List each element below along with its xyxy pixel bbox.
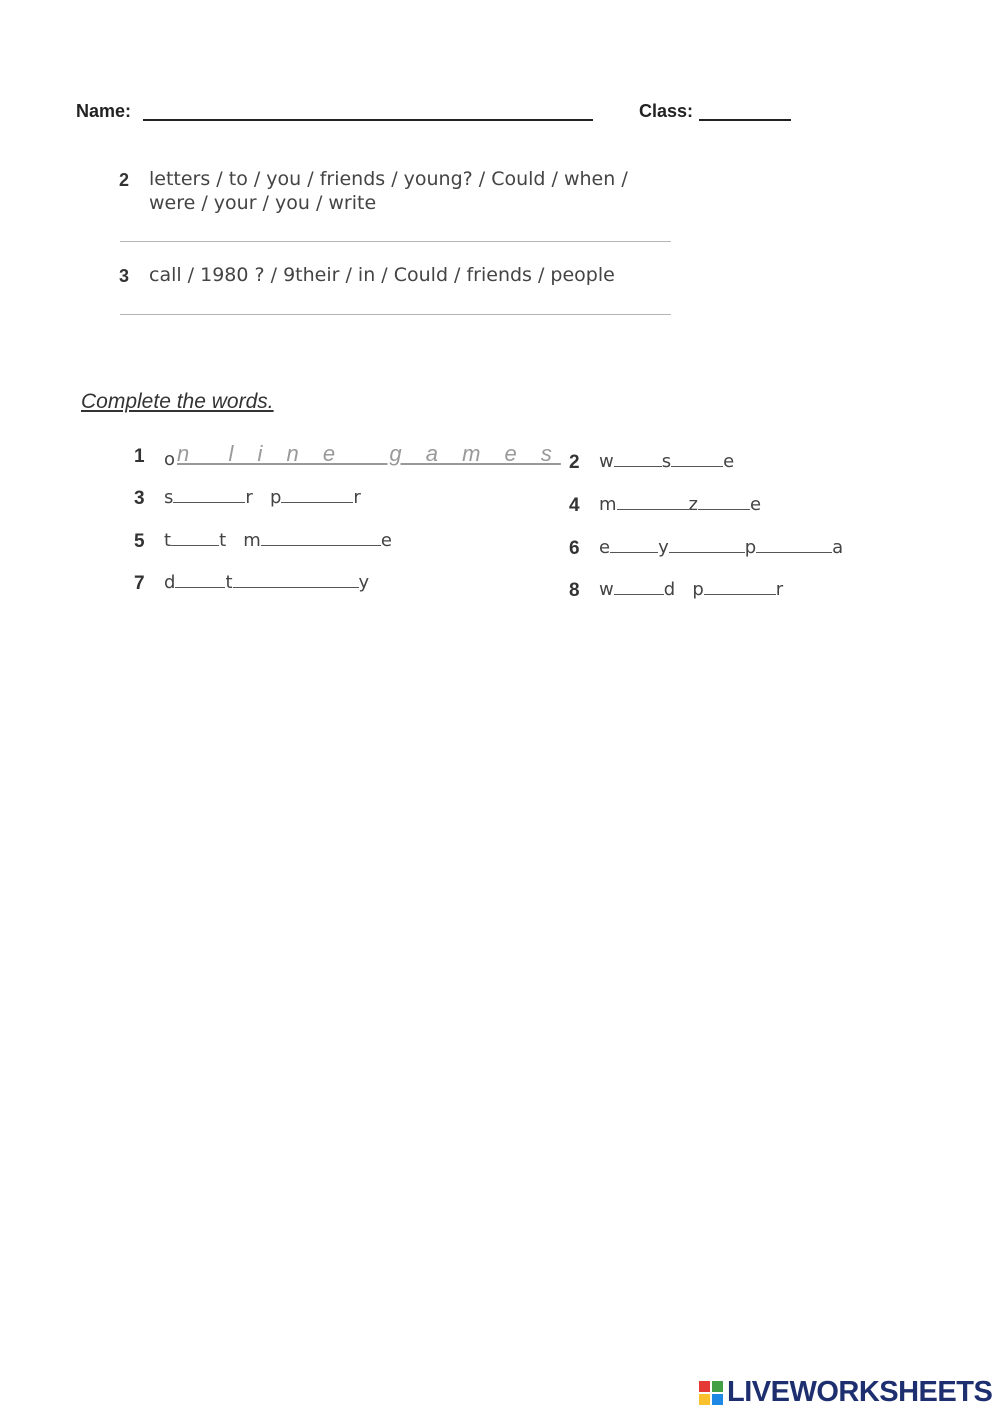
word-letter: t <box>164 530 172 551</box>
word-letter: e <box>599 537 611 558</box>
word-letter: d <box>164 572 176 593</box>
letter-gap-input[interactable] <box>614 466 662 467</box>
question-number: 2 <box>119 170 130 190</box>
question-number: 3 <box>119 266 130 286</box>
letter-gap-input[interactable] <box>261 545 381 546</box>
word-item <box>164 572 369 593</box>
word-letter: p <box>692 579 704 600</box>
letter-gap-input[interactable] <box>614 594 664 595</box>
logo-square <box>712 1394 723 1405</box>
word-item <box>599 579 783 600</box>
word-item <box>164 441 561 471</box>
word-letter: w <box>599 579 614 600</box>
word-letter: y <box>658 537 669 558</box>
word-letter: r <box>353 487 361 508</box>
letter-gap-input[interactable] <box>698 509 750 510</box>
word-letter: p <box>269 487 282 508</box>
word-letter: d <box>663 579 676 600</box>
answer-line[interactable] <box>120 314 671 315</box>
word-item <box>599 537 843 558</box>
word-item <box>164 530 392 551</box>
letter-gap-input[interactable] <box>756 552 832 553</box>
letter-gap-input[interactable] <box>171 545 219 546</box>
letter-gap-input[interactable] <box>671 466 723 467</box>
logo-square <box>699 1381 710 1392</box>
word-number: 4 <box>569 495 580 516</box>
letter-gap-input[interactable] <box>281 502 353 503</box>
word-number: 7 <box>134 573 145 594</box>
word-number: 1 <box>134 446 145 467</box>
brand-name[interactable]: LIVEWORKSHEETS <box>727 1376 993 1408</box>
word-letter: r <box>245 487 253 508</box>
word-letter: z <box>688 494 698 515</box>
word-letter: w <box>599 451 614 472</box>
word-number: 2 <box>569 452 580 473</box>
letter-gap-input[interactable] <box>175 587 225 588</box>
question-text-line: letters / to / you / friends / young? / Could / when / <box>149 168 628 190</box>
class-label: Class: <box>639 101 694 121</box>
letter-gap-input[interactable] <box>617 509 689 510</box>
question-text: call / 1980 ? / 9their / in / Could / friends / people <box>149 264 615 286</box>
brand-logo-icon <box>698 1380 724 1406</box>
word-answer-input[interactable]: n l i n e g a m e s <box>177 441 561 466</box>
class-input-line[interactable] <box>699 119 791 121</box>
letter-gap-input[interactable] <box>173 502 245 503</box>
word-letter: t <box>225 572 233 593</box>
footer-brand <box>698 1376 992 1409</box>
word-item <box>599 451 734 472</box>
word-letter: s <box>164 487 174 508</box>
word-letter: e <box>723 451 735 472</box>
answer-line[interactable] <box>120 241 671 242</box>
word-letter: y <box>358 572 370 593</box>
word-number: 3 <box>134 488 145 509</box>
word-letter: r <box>775 579 784 600</box>
letter-gap-input[interactable] <box>669 552 745 553</box>
name-input-line[interactable] <box>143 119 593 121</box>
letter-gap-input[interactable] <box>704 594 776 595</box>
word-number: 5 <box>134 531 145 552</box>
word-letter: o <box>164 449 176 470</box>
word-letter: m <box>243 530 261 551</box>
word-number: 6 <box>569 538 580 559</box>
question-text <box>149 167 689 215</box>
word-number: 8 <box>569 580 580 601</box>
word-item <box>164 487 361 508</box>
word-letter: a <box>832 537 844 558</box>
logo-square <box>712 1381 723 1392</box>
section-title: Complete the words. <box>81 390 274 413</box>
name-label: Name: <box>76 101 132 121</box>
logo-square <box>699 1394 710 1405</box>
question-text-line: were / your / you / write <box>149 192 377 214</box>
word-item <box>599 494 761 515</box>
letter-gap-input[interactable] <box>233 587 359 588</box>
word-letter: s <box>661 451 672 472</box>
letter-gap-input[interactable] <box>610 552 658 553</box>
word-letter: e <box>750 494 762 515</box>
word-letter: e <box>380 530 392 551</box>
word-letter: t <box>219 530 227 551</box>
word-letter: p <box>744 537 757 558</box>
word-letter: m <box>599 494 617 515</box>
